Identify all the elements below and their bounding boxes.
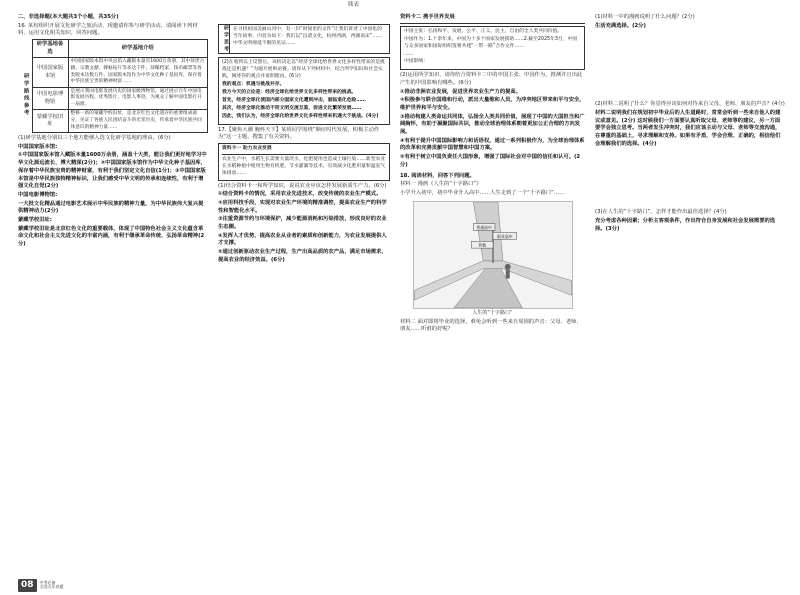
table-cell-desc: 中国国家版本馆中央总馆入藏版本量有1600万余册，其中珍贵古籍、宗教文献、碑帖拓片等多达千件，珍稀档案、钱币邮票等各类版本达数万件。国家版本馆作为中华文化种子基因库，保存着中华民族宝贵的精神财富…… (68, 58, 208, 87)
column-4 (595, 14, 785, 581)
section-title: 二、非选择题(本大题共3个小题，共35分) (18, 14, 119, 20)
answer-line: 中国电影博物馆: (18, 191, 58, 198)
table-header-base: 研学基地备选 (32, 40, 68, 58)
answer-line: ③推动构建人类命运共同体，弘扬全人类共同价值，展现了中国的大国担当和广阔胸怀，有助于凝聚国际共识，推动全球治理体系朝着更加公正合理的方向发展。 (400, 113, 585, 136)
research-think-label: 研学思考 (218, 24, 230, 54)
sign-label: 其他 (477, 242, 486, 248)
card-one-text: 农业生产中，水稻生长需要大量淡水，化肥使用也造成土壤污染……新型农业在水稻种植中使用生物有机肥、节水灌溉等技术，有效减少化肥用量和温室气体排放…… (222, 156, 386, 176)
card-two (400, 26, 585, 71)
answer-line: ②积极参与联合国维和行动，派出大量维和人员，为冲突地区带来和平与安全，维护世界和平与安全。 (400, 97, 585, 112)
answer-line: ⑤通过创新驱动农业生产过程，生产出高品质的农产品，满足市场需求，提高农业的经济效益。(6分) (218, 249, 387, 263)
answer-line: 因此，我们认为，经济全球化给世界文化多样性带来机遇大于挑战。(4分) (222, 113, 379, 119)
sign-label: 普通高中 (475, 224, 492, 230)
q18-1: (1)材料一中的漫画说明了什么问题？(2分) (595, 14, 695, 20)
table-cell-name: 中国电影博物馆 (32, 87, 68, 110)
answer-line: ①中国国家版本馆入藏版本量1600万余册，涵盖十大类，能让我们更好地学习中华文化源远流长、博大精深(2分)；②中国国家版本馆作为中华文化种子基因库，保存着中华民族宝贵的精神财富，有利于我们坚定文化自信(1分)；③中国国家版本馆是中华民族独特精神标识，让我们感受中华文明的传承和连续性，有利于增强文化自觉(2分) (18, 152, 207, 190)
card-one-title: 资料卡一 助力农业发展 (222, 146, 386, 155)
answer-line: 我方今天的立论是：经济全球化给世界文化多样性带来的挑战。 (222, 89, 357, 95)
footer-tag: 全国五年真题 (39, 584, 64, 590)
table-cell-desc: 是展示我国电影发展历史的国家级博物馆，通过展示百年中国电影发展历程、优秀影片、电影人事迹，为观众了解中国电影打开一扇窗。 (68, 87, 208, 110)
column-2 (218, 14, 390, 581)
answer-line: ③注重资源节约与环境保护，减少能源消耗和污染排放，形成良好的农业生态圈。 (218, 216, 387, 231)
answer-line: 生活充满选择。(2分) (595, 22, 646, 29)
q18-3: (3)在人生的“十字路口”，怎样才能作出最佳选择？(4分) (595, 209, 727, 216)
table-cell-desc: 整修一新的蒙藏学校旧址，是北京红色文化遗存的重要组成部分，见证了各族人民团结奋斗的光荣历史，传承着中华民族共同体意识的精神力量…… (68, 110, 208, 133)
q18-2: (2)材料二说明了什么？你觉得应该如何对待来自父母、老师、朋友的声音？(4分) (595, 101, 785, 108)
crossroads-illustration (414, 202, 572, 308)
continued-label: 续表 (348, 2, 360, 8)
card-two-line: …… (404, 51, 414, 57)
answer-line: 中国国家版本馆: (18, 143, 58, 150)
q18-intro: 18. 阅读材料，回答下列问题。 (400, 172, 475, 179)
q16-1: (1)研学基地分别以三个地方能够入选文化研学基地的理由。(6分) (18, 135, 171, 142)
answer-line: ①推动非洲农业发展，促进世界农业生产力的提高。 (400, 88, 522, 95)
q17-1: (1)结合资料卡一和所学知识，说说农业应该怎样发展新质生产力。(6分) (218, 182, 387, 189)
answer-line: 材料二说明我们在规划初中毕业后的人生道路时，常常会听到一些来自他人的建议或意见。(2分) 这时候我们一方面要认真听取父母、老师等的建议，另一方面要学会独立思考。当两者发生冲突时，我们应该主动与父母、老师等交流沟通，在尊重的基础上，寻求理解和支持。如果有矛盾，学会合理、正确的，相信他们会理解我们的选择。(4分) (595, 110, 781, 147)
material-one-text: 小学升入初中，初中毕业升入高中……人生走到了一个“十字路口”…… (400, 189, 565, 196)
table-cell-name: 中国国家版本馆 (32, 58, 68, 87)
research-think-box: 在寻找祖国美丽山河中，有一封“时间里的文件”让我们讲述了中国化的当年故事，内容为如下：我们以“良渚文化，杭州西湖，西湖南宋”……中华文明绵延不断的见证…… (230, 24, 390, 54)
card-two-line: 中国主张：弘扬和平、发展、公平、正义、民主、自由的全人类共同价值。 (404, 28, 563, 34)
q17-2: (2)运用所学知识，请你结合资料卡二中的中国主张、中国作为，推测并且出此产生的中国影响有哪些。(6分) (400, 72, 583, 87)
card-two-line: 中国作为：1.十余年来，中国为十多个国家发展援助……2.截至2025年3月，中国与众多国家和国际组织签署共建“一带一路”合作文件…… (404, 36, 578, 49)
answer-line: 首先，经济全球化使国内部分国家文化遭到冲击，面临退化危险…… (222, 97, 366, 103)
answer-line: ②应用科技手段，实现对农业生产环境的精准调控，提高农业生产的科学性和智能化水平。 (218, 200, 387, 214)
answer-line: 我的观点：机遇与挑战并存。 (222, 81, 285, 87)
page-number: 08 (18, 579, 37, 592)
answer-line: ①结合资料卡的情况，采用农业先进技术，改变传统的农业生产模式。 (218, 191, 382, 198)
card-two-line: 中国影响： (404, 59, 428, 65)
answer-line: ④发挥人才优势，提高农业从业者的素质和创新能力，为农业发展提供人才支撑。 (218, 232, 387, 247)
card-two-title: 资料卡二 携手世界发展 (400, 14, 585, 24)
sign-label: 职业高中 (496, 233, 513, 239)
debate-answer-box (218, 57, 390, 125)
card-one (218, 143, 390, 181)
research-table (18, 39, 208, 133)
column-1 (18, 14, 208, 581)
table-header-intro: 研学基地介绍 (68, 40, 208, 58)
answer-line: 其次，经济全球化推动不同文明交流互鉴，促进文化繁荣发展…… (222, 105, 362, 111)
answer-line: ④有利于提升中国国际影响力和话语权，通过一系列积极作为，为全球治理体系的改革和完善贡献中国智慧和中国方案。 (400, 137, 585, 152)
footer-tag: 中考必备 (39, 580, 56, 586)
page-footer (18, 579, 64, 592)
answer-line: 一大批文化精品通过电影艺术展示中华民族的精神力量，为中华民族伟大复兴提供精神动力(2分) (18, 200, 204, 215)
column-3 (400, 14, 585, 581)
answer-line: ⑤有利于树立中国负责任大国形象，增强了国际社会对中国的信任和认可。(2分) (400, 154, 581, 168)
footer-tags (40, 581, 64, 590)
answer-line: 充分考虑各种因素；分析主客观条件，作出符合自身发展和社会发展需要的选择。(3分) (595, 218, 776, 232)
answer-line: 蒙藏学校旧址: (18, 216, 52, 223)
material-one-title: 材料一 漫画《人生的“十字路口”》 (400, 181, 482, 188)
crossroads-cartoon (413, 201, 573, 309)
route-label: 研学路线参考 (18, 58, 32, 133)
material-two: 材料二 面对即将毕业的选择，难免会听到一些来自周围的声音：父母、老师、朋友……听谁的好呢？ (400, 318, 582, 333)
figure-caption: 人生的“十字路口” (472, 309, 513, 316)
q17-intro: 17.【聚焦大潮 胸怀天下】某班同学围绕“顺应时代发展，积极主动作为”这一主题，搜集了有关资料。 (218, 126, 380, 141)
answer-line: 蒙藏学校旧址是北京红色文化的重要载体，体现了中国特色社会主义文化蕴含革命文化和社会主义先进文化的丰富内涵，有利于继承革命传统、弘扬革命精神(2分) (18, 225, 205, 247)
q16-2: (2)在收到以上反馈后，该校决定以“经济全球化给世界文化多样性带来的是挑战还是机遇？”为题开展辩论赛。请你从下列材料中，结合所学知识和社会实践，阐述你的观点并说明理由。(6分) (222, 60, 385, 79)
q16-intro: 16. 某校组织开展文化研学之旅活动，现邀请你参与研学活动。请阅读下列材料，运用文化相关知识，回答问题。 (18, 22, 198, 37)
table-cell-name: 蒙藏学校旧址 (32, 110, 68, 133)
